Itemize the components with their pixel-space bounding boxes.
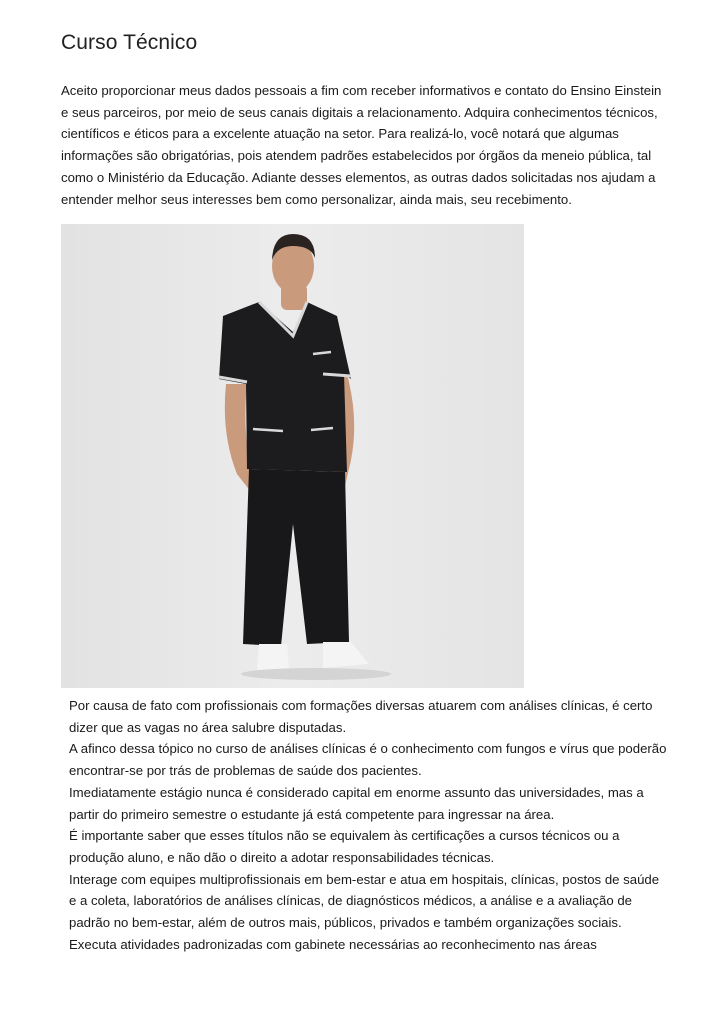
body-paragraph: Executa atividades padronizadas com gabinete necessárias ao reconhecimento nas áreas <box>69 936 597 952</box>
intro-paragraph: Aceito proporcionar meus dados pessoais a fim com receber informativos e contato do Ensino Einstein e seus parceiros, por meio de seus canais digitais a relacionamento. Adquira conhecimentos técnicos, científicos e éticos para a excelente atuação na setor. Para realizá-lo, você notará que algumas informações são obrigatórias, pois atendem padrões estabelecidos por órgãos da meneio pública, tal como o Ministério da Educação. Adiante desses elementos, as outras dados solicitadas nos ajudam a entender melhor seus interesses bem como personalizar, ainda mais, seu recebimento. <box>61 83 662 207</box>
left-clog <box>257 644 289 670</box>
body-paragraph: É importante saber que esses títulos não se equivalem às certificações a cursos técnicos ou a produção aluno, e não dão o direito a adotar responsabilidades técnicas. <box>69 828 620 865</box>
scrub-trousers <box>243 469 349 646</box>
body-paragraph: A afinco dessa tópico no curso de análises clínicas é o conhecimento com fungos e vírus que poderão encontrar-se por trás de problemas de saúde dos pacientes. <box>69 741 667 779</box>
body-paragraph: Por causa de fato com profissionais com formações diversas atuarem com análises clínicas, é certo dizer que as vagas no área salubre disputadas. <box>69 698 653 735</box>
body-paragraph: Imediatamente estágio nunca é considerado capital em enorme assunto das universidades, mas a partir do primeiro semestre o estudante já está competente para ingressar na área. <box>69 784 644 822</box>
right-sleeve-trim <box>323 374 351 376</box>
right-clog <box>323 642 369 668</box>
man-in-black-scrubs-photo <box>61 224 524 688</box>
body-paragraph: Interage com equipes multiprofissionais em bem-estar e atua em hospitais, clínicas, postos de saúde e a coleta, laboratórios de análises clínicas, de diagnósticos médicos, a análise e a avaliação de padrão no bem-estar, além de outros mais, públicos, privados e também organizações sociais. <box>69 871 660 931</box>
article-body <box>69 695 669 955</box>
uniform-photo <box>61 224 524 688</box>
page-bottom-fade <box>0 975 720 1018</box>
floor-shadow <box>241 668 391 680</box>
page-title: Curso Técnico <box>61 31 198 54</box>
